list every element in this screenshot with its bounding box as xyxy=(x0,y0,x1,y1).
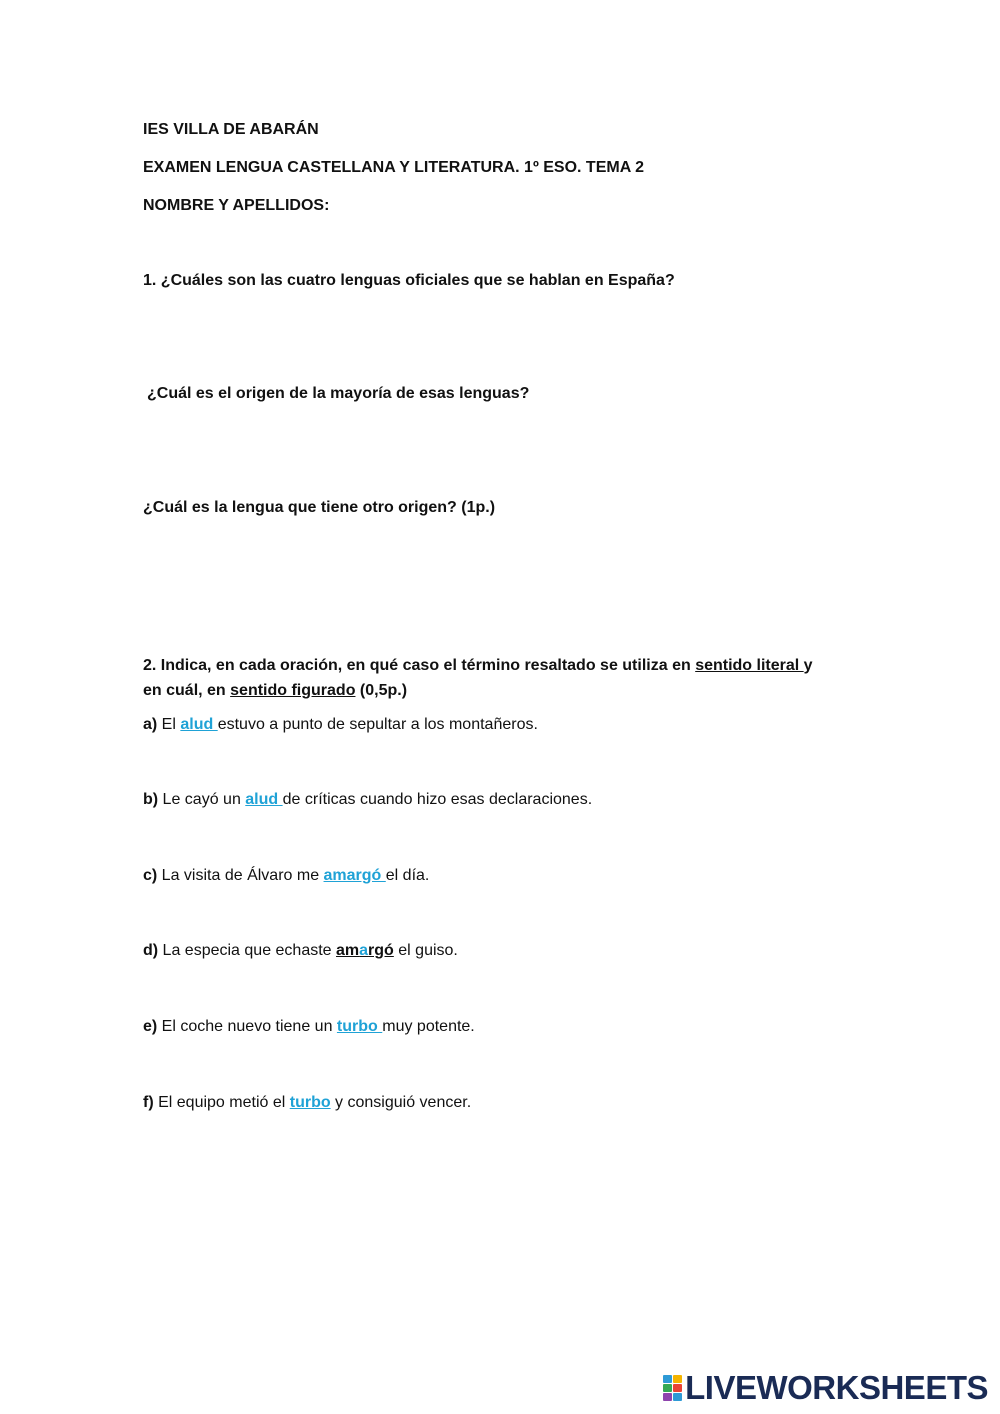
question-2-line-2 xyxy=(143,682,407,700)
question-1-sub-other: ¿Cuál es la lengua que tiene otro origen? (1p.) xyxy=(143,499,496,516)
highlighted-term: turbo xyxy=(336,1018,383,1035)
highlighted-term: amargó xyxy=(323,867,386,884)
item-label: c) xyxy=(143,867,158,884)
logo-block xyxy=(673,1375,682,1383)
q2-text-part: 2. Indica, en cada oración, en qué caso el término resaltado se utiliza en xyxy=(143,657,696,674)
item-post: y consiguió vencer. xyxy=(330,1094,472,1111)
logo-blocks-icon xyxy=(663,1375,682,1401)
item-pre: La visita de Álvaro me xyxy=(157,867,324,884)
name-label: NOMBRE Y APELLIDOS: xyxy=(143,197,330,214)
item-label: d) xyxy=(143,942,159,959)
question-1: 1. ¿Cuáles son las cuatro lenguas oficiales que se hablan en España? xyxy=(143,272,675,289)
sentence-e xyxy=(143,1018,475,1036)
sentence-d xyxy=(143,942,458,960)
sentence-c xyxy=(143,867,429,885)
sentence-f xyxy=(143,1094,471,1112)
logo-block xyxy=(673,1393,682,1401)
item-label: a) xyxy=(143,716,158,733)
school-name: IES VILLA DE ABARÁN xyxy=(143,121,319,138)
q2-text-part: en cuál, en xyxy=(143,682,231,699)
item-post: de críticas cuando hizo esas declaraciones. xyxy=(282,791,593,808)
highlighted-term xyxy=(336,942,394,959)
item-label: e) xyxy=(143,1018,158,1035)
term-part: am xyxy=(336,942,360,959)
sentence-b xyxy=(143,791,592,809)
item-pre: El coche nuevo tiene un xyxy=(157,1018,337,1035)
item-label: b) xyxy=(143,791,159,808)
item-post: el día. xyxy=(385,867,430,884)
item-post: muy potente. xyxy=(382,1018,475,1035)
logo-block xyxy=(663,1393,672,1401)
item-post: estuvo a punto de sepultar a los montañeros. xyxy=(217,716,538,733)
highlighted-term: turbo xyxy=(289,1094,331,1111)
logo-text: LIVEWORKSHEETS xyxy=(685,1369,988,1406)
logo-block xyxy=(663,1375,672,1383)
exam-title: EXAMEN LENGUA CASTELLANA Y LITERATURA. 1º ESO. TEMA 2 xyxy=(143,159,644,176)
highlighted-term: alud xyxy=(245,791,283,808)
item-pre: El xyxy=(157,716,181,733)
item-post: el guiso. xyxy=(393,942,458,959)
q2-text-part: (0,5p.) xyxy=(355,682,408,699)
item-label: f) xyxy=(143,1094,154,1111)
item-pre: El equipo metió el xyxy=(153,1094,290,1111)
highlighted-term: alud xyxy=(180,716,218,733)
question-2-line-1 xyxy=(143,657,813,675)
logo-block xyxy=(663,1384,672,1392)
question-1-sub-origin: ¿Cuál es el origen de la mayoría de esas lenguas? xyxy=(147,385,530,402)
sentence-a xyxy=(143,716,538,734)
item-pre: Le cayó un xyxy=(158,791,246,808)
term-part: a xyxy=(359,942,369,959)
logo-block xyxy=(673,1384,682,1392)
item-pre: La especia que echaste xyxy=(158,942,337,959)
q2-text-part: y xyxy=(803,657,813,674)
liveworksheets-logo xyxy=(663,1371,988,1404)
sentido-figurado: sentido figurado xyxy=(230,682,356,699)
sentido-literal: sentido literal xyxy=(695,657,804,674)
term-part: rgó xyxy=(368,942,394,959)
